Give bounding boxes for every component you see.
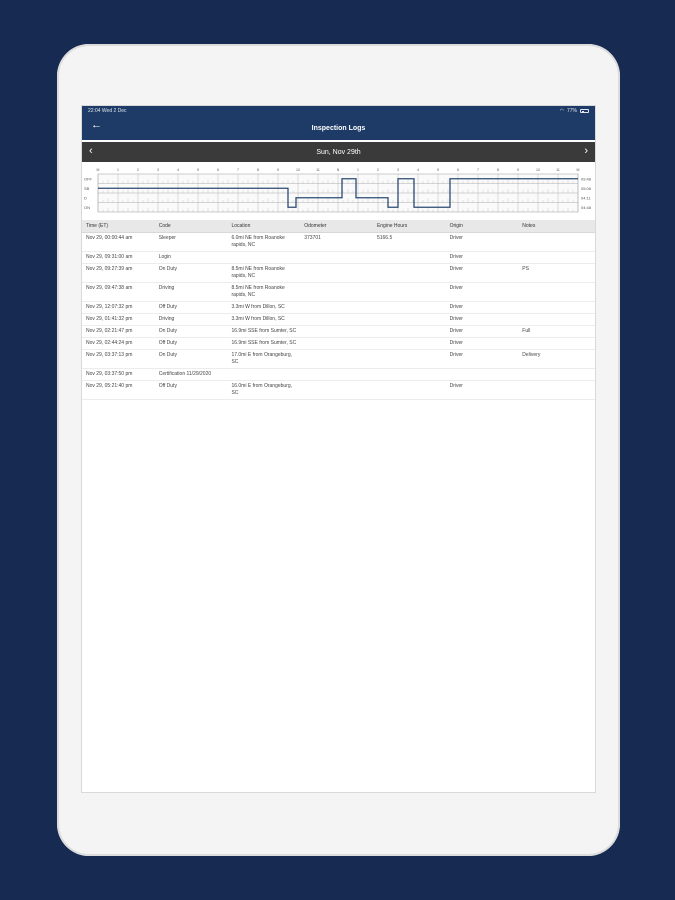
cell-origin: Driver: [446, 232, 519, 251]
cell-origin: Driver: [446, 325, 519, 337]
table-row[interactable]: [82, 337, 595, 349]
cell-engine-hours: [373, 337, 446, 349]
cell-code: Sleeper: [155, 232, 228, 251]
cell-odometer: [300, 349, 373, 368]
cell-code: On Duty: [155, 263, 228, 282]
graph-hour-label: 4: [177, 168, 179, 172]
cell-location: [227, 251, 300, 263]
cell-origin: Driver: [446, 282, 519, 301]
graph-hour-label: 4: [417, 168, 419, 172]
graph-hour-label: 10: [296, 168, 300, 172]
graph-hour-label: 6: [217, 168, 219, 172]
cell-notes: [518, 368, 595, 380]
cell-origin: Driver: [446, 313, 519, 325]
graph-hour-label: 8: [257, 168, 259, 172]
cell-odometer: [300, 251, 373, 263]
cell-notes: [518, 380, 595, 399]
graph-row-total: 04:11: [581, 195, 591, 201]
cell-origin: Driver: [446, 301, 519, 313]
cell-origin: Driver: [446, 337, 519, 349]
cell-time: Nov 29, 03:37:13 pm: [82, 349, 155, 368]
header-odometer: Odometer: [300, 220, 373, 232]
cell-notes: PS: [518, 263, 595, 282]
graph-hour-label: 9: [517, 168, 519, 172]
cell-code: Login: [155, 251, 228, 263]
cell-origin: Driver: [446, 263, 519, 282]
cell-odometer: [300, 325, 373, 337]
cell-odometer: [300, 301, 373, 313]
cell-code: Certification 11/29/2020: [155, 368, 228, 380]
cell-code: Driving: [155, 313, 228, 325]
graph-hour-label: 2: [137, 168, 139, 172]
cell-notes: [518, 301, 595, 313]
cell-odometer: [300, 368, 373, 380]
table-row[interactable]: [82, 313, 595, 325]
cell-code: Driving: [155, 282, 228, 301]
cell-code: Off Duty: [155, 337, 228, 349]
battery-icon: [580, 109, 589, 113]
cell-time: Nov 29, 09:27:39 am: [82, 263, 155, 282]
wifi-icon: ◠: [559, 108, 564, 114]
current-date: Sun, Nov 29th: [316, 148, 361, 156]
cell-time: Nov 29, 01:41:32 pm: [82, 313, 155, 325]
graph-hour-label: 10: [536, 168, 540, 172]
cell-location: 16.0mi E from Orangeburg, SC: [227, 380, 300, 399]
header-engine-hours: Engine Hours: [373, 220, 446, 232]
table-body: [82, 232, 595, 399]
graph-row-total: 05:08: [581, 185, 592, 191]
graph-row-label: SB: [84, 185, 90, 191]
page-title: Inspection Logs: [311, 124, 366, 132]
graph-hour-label: 11: [556, 168, 560, 172]
cell-engine-hours: [373, 251, 446, 263]
cell-time: Nov 29, 03:37:50 pm: [82, 368, 155, 380]
graph-hour-label: 1: [117, 168, 119, 172]
duty-status-graph: [82, 164, 595, 220]
table-row[interactable]: [82, 301, 595, 313]
table-row[interactable]: [82, 349, 595, 368]
cell-engine-hours: [373, 263, 446, 282]
chevron-left-icon[interactable]: ‹: [89, 145, 93, 157]
cell-code: Off Duty: [155, 301, 228, 313]
status-bar: [82, 106, 595, 116]
cell-engine-hours: [373, 325, 446, 337]
graph-hour-label: 2: [377, 168, 379, 172]
cell-origin: Driver: [446, 349, 519, 368]
cell-notes: [518, 282, 595, 301]
table-row[interactable]: [82, 282, 595, 301]
cell-odometer: [300, 380, 373, 399]
cell-origin: Driver: [446, 380, 519, 399]
cell-engine-hours: [373, 282, 446, 301]
cell-engine-hours: [373, 380, 446, 399]
header-code: Code: [155, 220, 228, 232]
cell-odometer: 373701: [300, 232, 373, 251]
graph-row-total: 09:48: [581, 176, 592, 182]
status-right: [560, 108, 589, 114]
header-time: Time (ET): [82, 220, 155, 232]
table-row[interactable]: [82, 368, 595, 380]
cell-location: 16.9mi SSE from Sumter, SC: [227, 325, 300, 337]
cell-location: 16.9mi SSE from Sumter, SC: [227, 337, 300, 349]
cell-odometer: [300, 313, 373, 325]
cell-notes: [518, 251, 595, 263]
header-location: Location: [227, 220, 300, 232]
cell-engine-hours: [373, 349, 446, 368]
cell-location: 8.5mi NE from Roanoke rapids, NC: [227, 282, 300, 301]
table-row[interactable]: [82, 325, 595, 337]
graph-hour-label: M: [576, 168, 580, 172]
table-header-row: [82, 220, 595, 232]
status-time: 22:04: [88, 108, 101, 114]
graph-hour-label: 7: [477, 168, 479, 172]
cell-time: Nov 29, 05:21:40 pm: [82, 380, 155, 399]
cell-odometer: [300, 263, 373, 282]
cell-origin: Driver: [446, 251, 519, 263]
table-row[interactable]: [82, 380, 595, 399]
graph-row-label: D: [84, 195, 87, 201]
cell-code: On Duty: [155, 325, 228, 337]
cell-location: 6.0mi NE from Roanoke rapids, NC: [227, 232, 300, 251]
nav-bar: [82, 116, 595, 140]
graph-hour-label: 1: [357, 168, 359, 172]
graph-hour-label: 7: [237, 168, 239, 172]
graph-row-total: 04:48: [581, 204, 592, 210]
status-date: Wed 2 Dec: [101, 108, 127, 114]
date-bar: [82, 142, 595, 162]
chevron-right-icon[interactable]: ›: [584, 145, 588, 157]
graph-hour-label: 5: [437, 168, 439, 172]
cell-time: Nov 29, 12:07:32 pm: [82, 301, 155, 313]
cell-location: 3.3mi W from Dillon, SC: [227, 301, 300, 313]
app-screen: [81, 105, 596, 793]
cell-time: Nov 29, 02:21:47 pm: [82, 325, 155, 337]
cell-engine-hours: [373, 301, 446, 313]
cell-location: [227, 368, 300, 380]
cell-notes: Full: [518, 325, 595, 337]
cell-time: Nov 29, 00:00:44 am: [82, 232, 155, 251]
cell-engine-hours: [373, 313, 446, 325]
graph-svg: [82, 164, 596, 220]
cell-time: Nov 29, 09:31:00 am: [82, 251, 155, 263]
graph-row-label: ON: [84, 204, 90, 210]
graph-row-label: OFF: [84, 176, 92, 182]
cell-code: Off Duty: [155, 380, 228, 399]
cell-notes: Delivery: [518, 349, 595, 368]
cell-notes: [518, 313, 595, 325]
back-arrow-icon[interactable]: ←: [91, 119, 102, 131]
table-row[interactable]: [82, 251, 595, 263]
cell-odometer: [300, 337, 373, 349]
graph-hour-label: 5: [197, 168, 199, 172]
graph-hour-label: N: [336, 168, 340, 172]
cell-notes: [518, 232, 595, 251]
cell-notes: [518, 337, 595, 349]
graph-hour-label: 8: [497, 168, 499, 172]
cell-odometer: [300, 282, 373, 301]
battery-percent: 77%: [566, 108, 577, 114]
table-row[interactable]: [82, 232, 595, 251]
cell-time: Nov 29, 09:47:38 am: [82, 282, 155, 301]
graph-hour-label: 11: [316, 168, 320, 172]
cell-location: 8.5mi NE from Roanoke rapids, NC: [227, 263, 300, 282]
cell-origin: [446, 368, 519, 380]
cell-time: Nov 29, 02:44:24 pm: [82, 337, 155, 349]
status-time-date: [88, 108, 127, 114]
cell-engine-hours: 5166.5: [373, 232, 446, 251]
cell-engine-hours: [373, 368, 446, 380]
graph-hour-label: 3: [157, 168, 159, 172]
header-notes: Notes: [518, 220, 595, 232]
graph-hour-label: 6: [457, 168, 459, 172]
table-row[interactable]: [82, 263, 595, 282]
cell-location: 3.3mi W from Dillon, SC: [227, 313, 300, 325]
graph-hour-label: M: [96, 168, 100, 172]
cell-code: On Duty: [155, 349, 228, 368]
cell-location: 17.0mi E from Orangeburg, SC: [227, 349, 300, 368]
graph-hour-label: 9: [277, 168, 279, 172]
graph-hour-label: 3: [397, 168, 399, 172]
log-table: [82, 220, 595, 400]
header-origin: Origin: [446, 220, 519, 232]
